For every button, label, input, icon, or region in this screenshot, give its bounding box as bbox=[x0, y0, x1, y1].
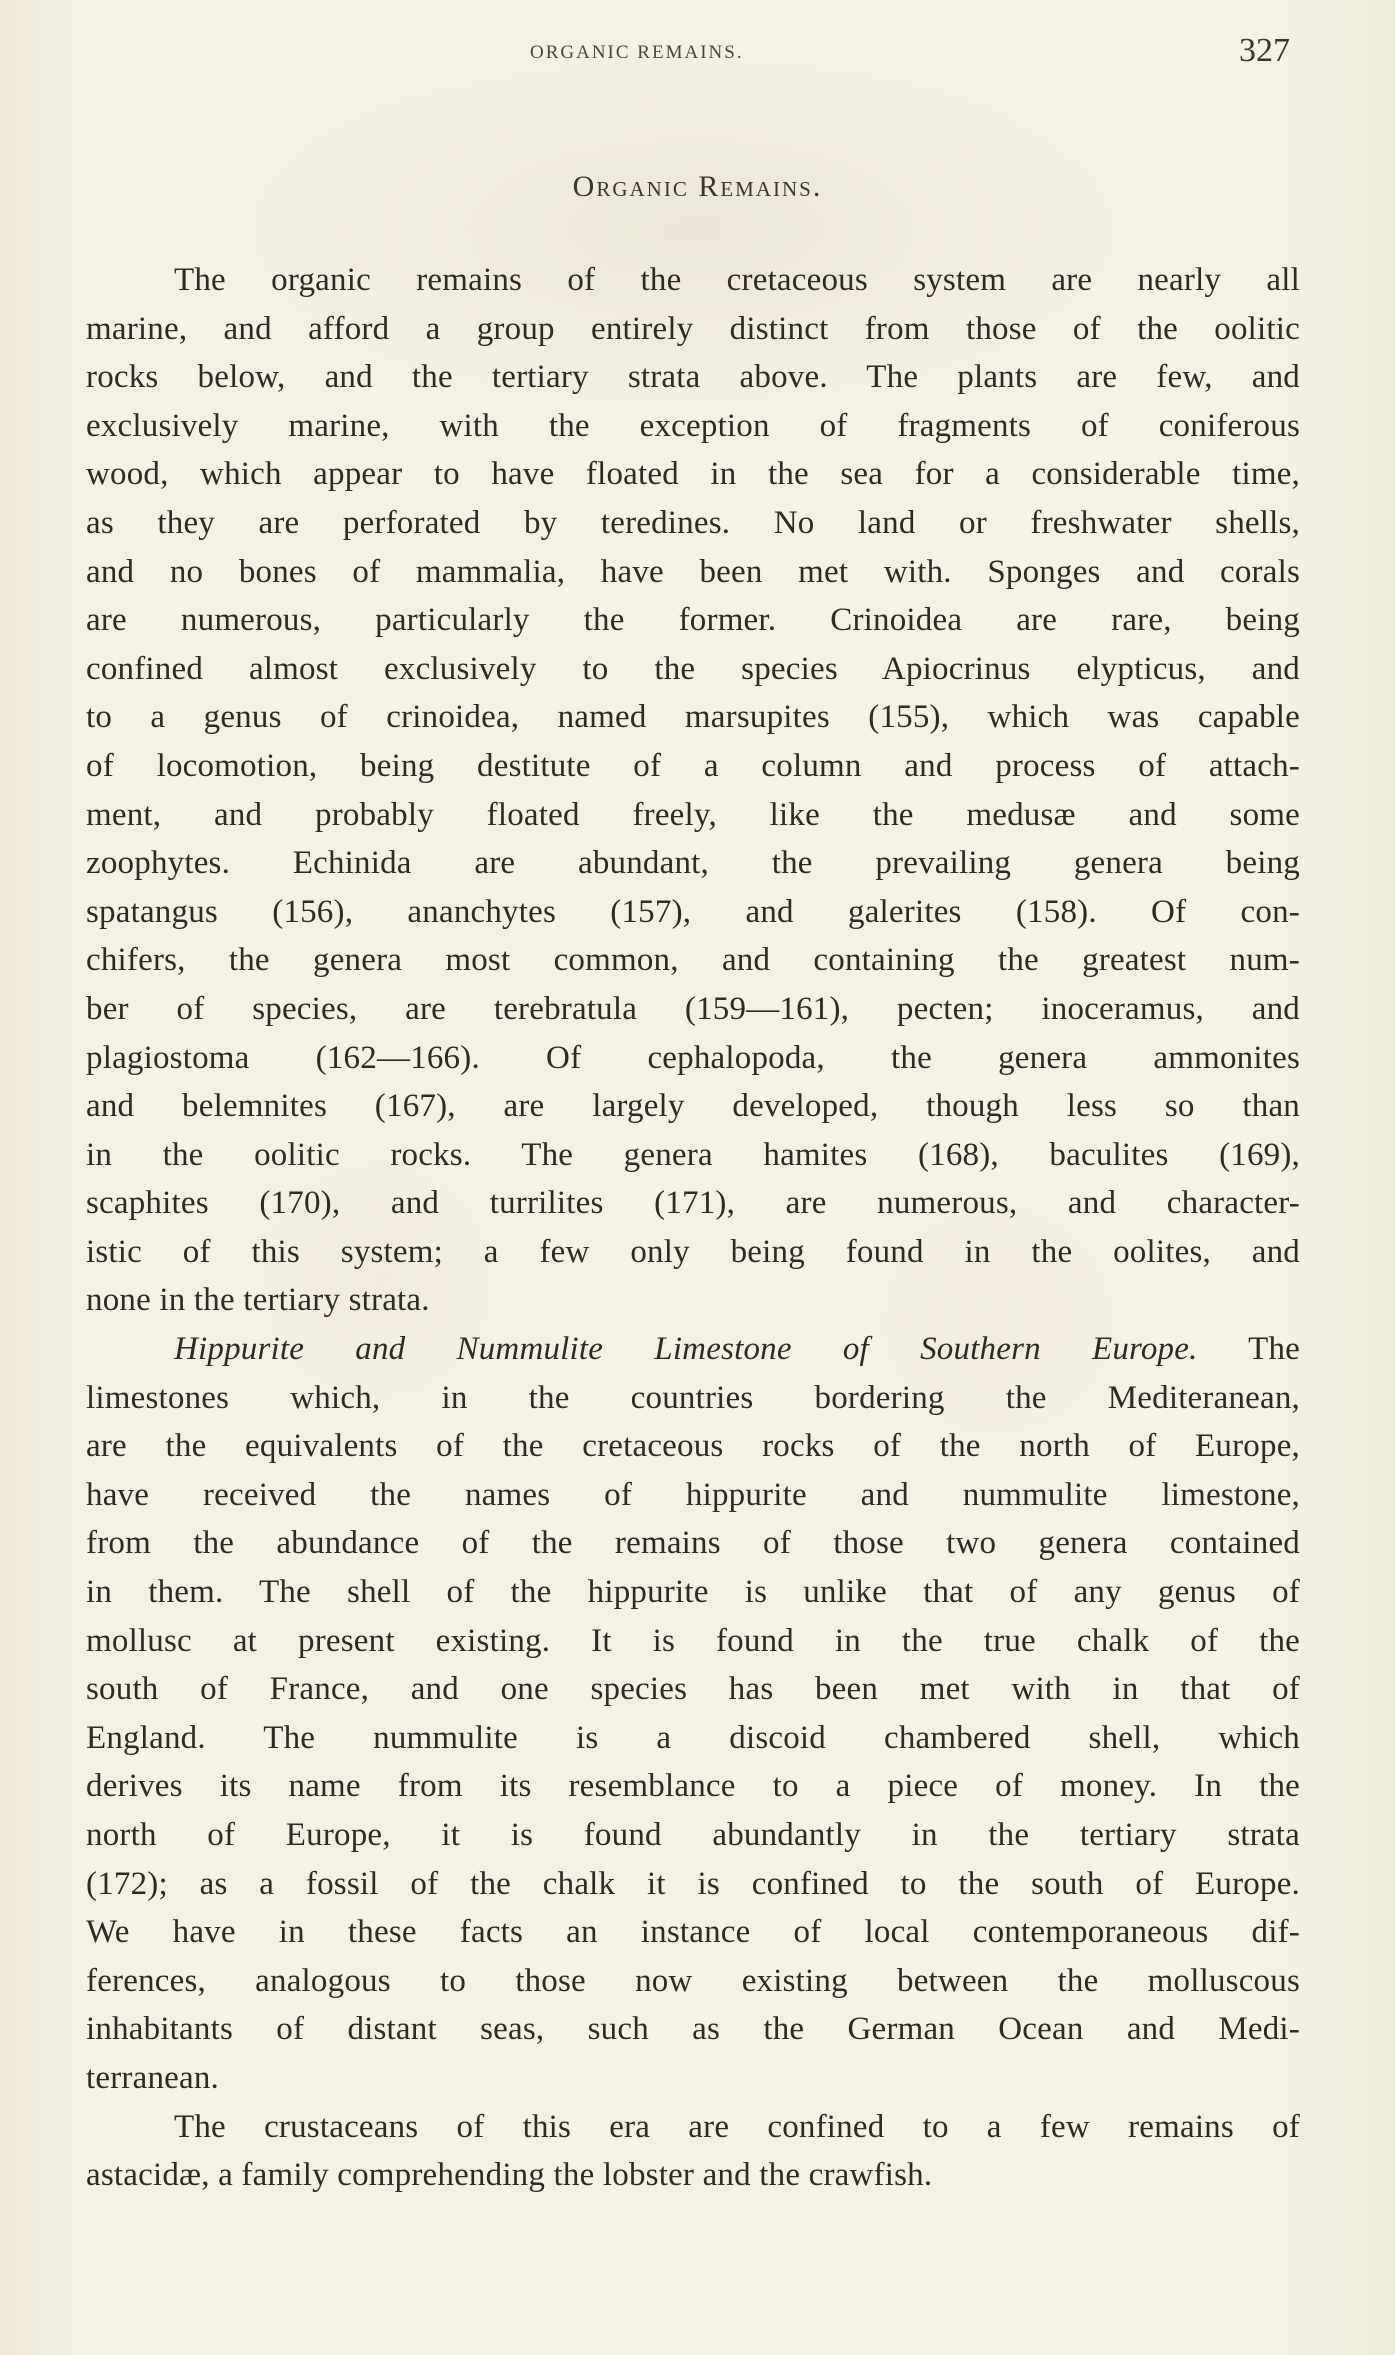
text-line: We have in these facts an instance of local contemporaneous dif- bbox=[86, 1914, 1300, 1951]
text-line: scaphites (170), and turrilites (171), are numerous, and character- bbox=[86, 1185, 1300, 1222]
text-line-with-heading bbox=[86, 1325, 1300, 1374]
text-line: as they are perforated by teredines. No land or freshwater shells, bbox=[86, 504, 1300, 541]
text-line: rocks below, and the tertiary strata above. The plants are few, and bbox=[86, 359, 1300, 396]
text-run: The bbox=[1248, 1331, 1300, 1368]
text-line: in the oolitic rocks. The genera hamites (168), baculites (169), bbox=[86, 1136, 1300, 1173]
text-line: inhabitants of distant seas, such as the German Ocean and Medi- bbox=[86, 2011, 1300, 2048]
paragraph-hippurite-nummulite bbox=[86, 1325, 1300, 2103]
text-line: spatangus (156), ananchytes (157), and galerites (158). Of con- bbox=[86, 893, 1300, 930]
paragraph-crustaceans bbox=[86, 2103, 1300, 2200]
text-line: are the equivalents of the cretaceous rocks of the north of Europe, bbox=[86, 1428, 1300, 1465]
text-line: and belemnites (167), are largely developed, though less so than bbox=[86, 1088, 1300, 1125]
text-line: have received the names of hippurite and nummulite limestone, bbox=[86, 1476, 1300, 1513]
text-line: are numerous, particularly the former. Crinoidea are rare, being bbox=[86, 602, 1300, 639]
text-line: chifers, the genera most common, and containing the greatest num- bbox=[86, 942, 1300, 979]
text-line: of locomotion, being destitute of a column and process of attach- bbox=[86, 747, 1300, 784]
text-line: and no bones of mammalia, have been met with. Sponges and corals bbox=[86, 553, 1300, 590]
text-line: exclusively marine, with the exception of fragments of coniferous bbox=[86, 407, 1300, 444]
text-line: to a genus of crinoidea, named marsupites (155), which was capable bbox=[86, 699, 1300, 736]
run-in-heading: Hippurite and Nummulite Limestone of Southern Europe. bbox=[174, 1331, 1198, 1368]
text-line: plagiostoma (162—166). Of cephalopoda, the genera ammonites bbox=[86, 1039, 1300, 1076]
body-text bbox=[86, 256, 1300, 2200]
paragraph-fossils-overview bbox=[86, 256, 1300, 1325]
text-line: confined almost exclusively to the species Apiocrinus elypticus, and bbox=[86, 650, 1300, 687]
text-line: The crustaceans of this era are confined to a few remains of bbox=[174, 2108, 1300, 2145]
text-line: none in the tertiary strata. bbox=[86, 1282, 430, 1319]
text-line: The organic remains of the cretaceous system are nearly all bbox=[174, 262, 1300, 298]
text-line: zoophytes. Echinida are abundant, the prevailing genera being bbox=[86, 845, 1300, 882]
text-line: terranean. bbox=[86, 2059, 219, 2096]
running-title: ORGANIC REMAINS. bbox=[530, 42, 744, 63]
text-line: astacidæ, a family comprehending the lobster and the crawfish. bbox=[86, 2157, 933, 2194]
section-title: Organic Remains. bbox=[572, 170, 823, 203]
text-line: ment, and probably floated freely, like the medusæ and some bbox=[86, 796, 1300, 833]
text-line: south of France, and one species has been met with in that of bbox=[86, 1671, 1300, 1708]
text-line: mollusc at present existing. It is found in the true chalk of the bbox=[86, 1622, 1300, 1659]
text-line: from the abundance of the remains of those two genera contained bbox=[86, 1525, 1300, 1562]
text-line: in them. The shell of the hippurite is unlike that of any genus of bbox=[86, 1574, 1300, 1611]
page-number: 327 bbox=[1239, 32, 1290, 69]
text-line: England. The nummulite is a discoid chambered shell, which bbox=[86, 1719, 1300, 1756]
text-line: marine, and afford a group entirely distinct from those of the oolitic bbox=[86, 310, 1300, 347]
text-line: istic of this system; a few only being found in the oolites, and bbox=[86, 1233, 1300, 1270]
text-line: (172); as a fossil of the chalk it is confined to the south of Europe. bbox=[86, 1865, 1300, 1902]
text-line: north of Europe, it is found abundantly in the tertiary strata bbox=[86, 1817, 1300, 1853]
text-line: wood, which appear to have floated in the sea for a considerable time, bbox=[86, 456, 1300, 493]
running-head bbox=[0, 32, 1395, 76]
text-line: derives its name from its resemblance to a piece of money. In the bbox=[86, 1768, 1300, 1805]
text-line: ber of species, are terebratula (159—161), pecten; inoceramus, and bbox=[86, 990, 1300, 1027]
text-line: limestones which, in the countries bordering the Mediteranean, bbox=[86, 1379, 1300, 1416]
text-line: ferences, analogous to those now existing between the molluscous bbox=[86, 1962, 1300, 1999]
